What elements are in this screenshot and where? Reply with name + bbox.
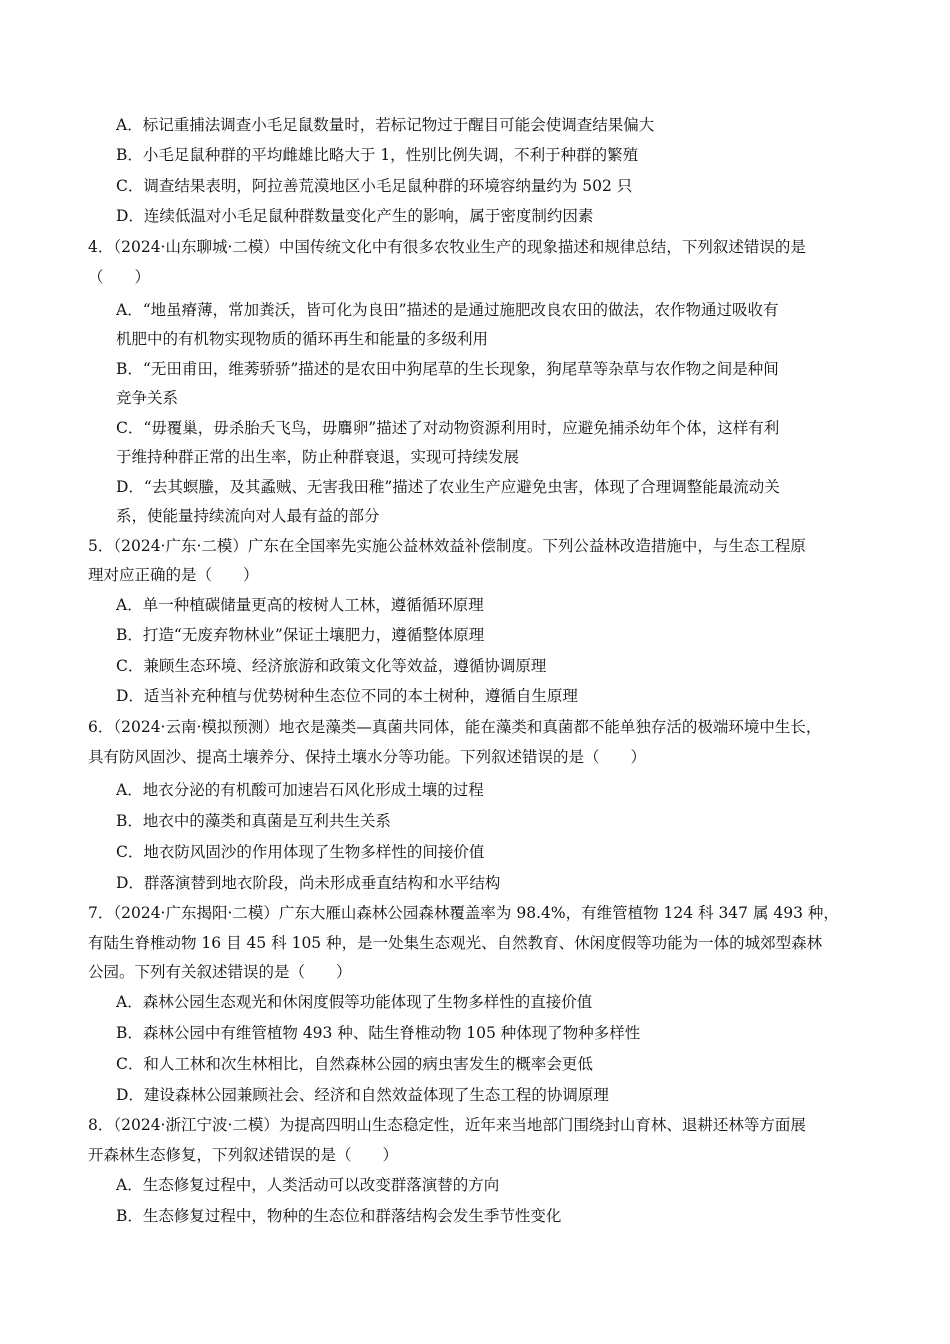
q6-stem-line2: 具有防风固沙、提高土壤养分、保持土壤水分等功能。下列叙述错误的是（ ） xyxy=(88,748,647,766)
q5-stem-line1: 5．（2024·广东·二模）广东在全国率先实施公益林效益补偿制度。下列公益林改造措施中，与生态工程原 xyxy=(88,537,806,555)
q4-option-b-line1: B．“无田甫田，维莠骄骄”描述的是农田中狗尾草的生长现象，狗尾草等杂草与农作物之间是种间 xyxy=(116,360,779,378)
q3-option-c: C．调查结果表明，阿拉善荒漠地区小毛足鼠种群的环境容纳量约为 502 只 xyxy=(116,177,633,195)
q5-option-a: A．单一种植碳储量更高的桉树人工林，遵循循环原理 xyxy=(116,596,484,614)
q3-option-a: A．标记重捕法调查小毛足鼠数量时，若标记物过于醒目可能会使调查结果偏大 xyxy=(116,116,655,134)
q6-stem-line1: 6．（2024·云南·模拟预测）地衣是藻类—真菌共同体，能在藻类和真菌都不能单独存活的极端环境中生长， xyxy=(88,718,822,736)
q8-option-b: B．生态修复过程中，物种的生态位和群落结构会发生季节性变化 xyxy=(116,1207,562,1225)
q5-option-c: C．兼顾生态环境、经济旅游和政策文化等效益，遵循协调原理 xyxy=(116,657,547,675)
q6-option-b: B．地衣中的藻类和真菌是互利共生关系 xyxy=(116,812,391,830)
q5-stem-line2: 理对应正确的是（ ） xyxy=(88,566,259,584)
q7-option-a: A．森林公园生态观光和休闲度假等功能体现了生物多样性的直接价值 xyxy=(116,993,593,1011)
q7-stem-line2: 有陆生脊椎动物 16 目 45 科 105 种，是一处集生态观光、自然教育、休闲度假等功能为一体的城郊型森林 xyxy=(88,934,823,952)
q8-option-a: A．生态修复过程中，人类活动可以改变群落演替的方向 xyxy=(116,1176,500,1194)
q4-stem-line2: （ ） xyxy=(88,268,151,286)
q4-option-b-line2: 竞争关系 xyxy=(116,389,179,407)
q8-stem-line2: 开森林生态修复，下列叙述错误的是（ ） xyxy=(88,1146,399,1164)
q3-option-b: B．小毛足鼠种群的平均雌雄比略大于 1，性别比例失调，不利于种群的繁殖 xyxy=(116,146,639,164)
q7-stem-line3: 公园。下列有关叙述错误的是（ ） xyxy=(88,963,352,981)
q4-stem-line1: 4．（2024·山东聊城·二模）中国传统文化中有很多农牧业生产的现象描述和规律总结，下列叙述错误的是 xyxy=(88,238,806,256)
q7-stem-line1: 7．（2024·广东揭阳·二模）广东大雁山森林公园森林覆盖率为 98.4%，有维管植物 124 科 347 属 493 种， xyxy=(88,904,839,922)
q8-stem-line1: 8．（2024·浙江宁波·二模）为提高四明山生态稳定性，近年来当地部门围绕封山育林、退耕还林等方面展 xyxy=(88,1116,806,1134)
q7-option-d: D．建设森林公园兼顾社会、经济和自然效益体现了生态工程的协调原理 xyxy=(116,1086,609,1104)
q5-option-d: D．适当补充种植与优势树种生态位不同的本土树种，遵循自生原理 xyxy=(116,687,578,705)
q4-option-d-line2: 系，使能量持续流向对人最有益的部分 xyxy=(116,507,380,525)
q4-option-c-line1: C．“毋覆巢，毋杀胎夭飞鸟，毋麛卵”描述了对动物资源利用时，应避免捕杀幼年个体，这样有利 xyxy=(116,419,780,437)
q7-option-c: C．和人工林和次生林相比，自然森林公园的病虫害发生的概率会更低 xyxy=(116,1055,593,1073)
q5-option-b: B．打造“无废弃物林业”保证土壤肥力，遵循整体原理 xyxy=(116,626,485,644)
q6-option-c: C．地衣防风固沙的作用体现了生物多样性的间接价值 xyxy=(116,843,485,861)
q3-option-d: D．连续低温对小毛足鼠种群数量变化产生的影响，属于密度制约因素 xyxy=(116,207,594,225)
q4-option-d-line1: D．“去其螟螣，及其蟊贼、无害我田稚”描述了农业生产应避免虫害，体现了合理调整能最流动关 xyxy=(116,478,780,496)
q6-option-d: D．群落演替到地衣阶段，尚未形成垂直结构和水平结构 xyxy=(116,874,501,892)
q6-option-a: A．地衣分泌的有机酸可加速岩石风化形成土壤的过程 xyxy=(116,781,484,799)
q4-option-c-line2: 于维持种群正常的出生率，防止种群衰退，实现可持续发展 xyxy=(116,448,520,466)
q4-option-a-line2: 机肥中的有机物实现物质的循环再生和能量的多级利用 xyxy=(116,330,489,348)
q7-option-b: B．森林公园中有维管植物 493 种、陆生脊椎动物 105 种体现了物种多样性 xyxy=(116,1024,641,1042)
q4-option-a-line1: A．“地虽瘠薄，常加粪沃，皆可化为良田”描述的是通过施肥改良农田的做法，农作物通过吸收有 xyxy=(116,301,779,319)
